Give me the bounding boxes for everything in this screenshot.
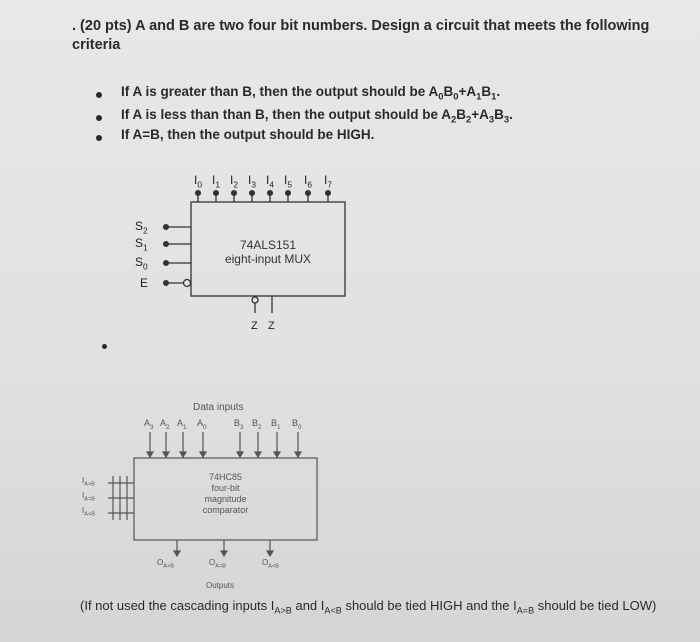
comparator-output-lines	[174, 540, 273, 556]
criteria-item: If A is greater than B, then the output should be $A_0B_0+A_1B_1$.	[121, 84, 501, 103]
comparator-a-input: $A_1$	[177, 418, 187, 431]
criteria-item: If A=B, then the output should be HIGH.	[121, 127, 375, 142]
comparator-b-input: $B_2$	[252, 418, 262, 431]
mux-part-label: 74ALS151 eight-input MUX	[224, 238, 312, 266]
cascade-input-label: $I_{A<B}$	[82, 506, 95, 518]
mux-select-label: $S_2$	[135, 219, 148, 236]
comparator-output-label: $O_{A=B}$	[209, 558, 226, 570]
mux-select-label: $S_1$	[135, 236, 148, 253]
comparator-a-input: $A_3$	[144, 418, 154, 431]
comparator-b-input: $B_1$	[271, 418, 281, 431]
mux-output-label: Z	[268, 320, 275, 332]
comparator-b-input: $B_0$	[292, 418, 302, 431]
question-number: . (20 pts)	[72, 18, 136, 34]
footnote: (If not used the cascading inputs $I_{A>B}$ and $I_{A<B}$ should be tied HIGH and the $I_{A=B}$ should be tied LOW)	[80, 598, 657, 616]
comparator-output-label: $O_{A<B}$	[262, 558, 279, 570]
comparator-b-input: $B_3$	[234, 418, 244, 431]
comparator-a-input: $A_2$	[160, 418, 170, 431]
cascade-input-label: $I_{A>B}$	[82, 476, 95, 488]
mux-output-label: Z	[251, 320, 258, 332]
question-text: A and B are two four bit numbers. Design a circuit that meets the following criteria	[72, 18, 650, 53]
comparator-a-input: $A_0$	[197, 418, 207, 431]
data-inputs-label: Data inputs	[193, 402, 244, 413]
mux-enable-label: E	[140, 276, 149, 290]
cascade-input-label: $I_{A=B}$	[82, 491, 95, 503]
comparator-cascade-lines	[108, 476, 134, 520]
comparator-output-label: $O_{A>B}$	[157, 558, 174, 570]
criteria-item: If A is less than than B, then the output should be $A_2B_2+A_3B_3$.	[121, 107, 513, 126]
comparator-part-label: 74HC85 four-bit magnitude comparator	[202, 472, 249, 515]
mux-input-labels: $I_0$ $I_1$ $I_2$ $I_3$ $I_4$ $I_5$ $I_6$ $I_7$	[194, 173, 333, 190]
mux-select-label: $S_0$	[135, 255, 148, 272]
comparator-data-lines	[147, 432, 301, 458]
outputs-label: Outputs	[206, 581, 235, 590]
